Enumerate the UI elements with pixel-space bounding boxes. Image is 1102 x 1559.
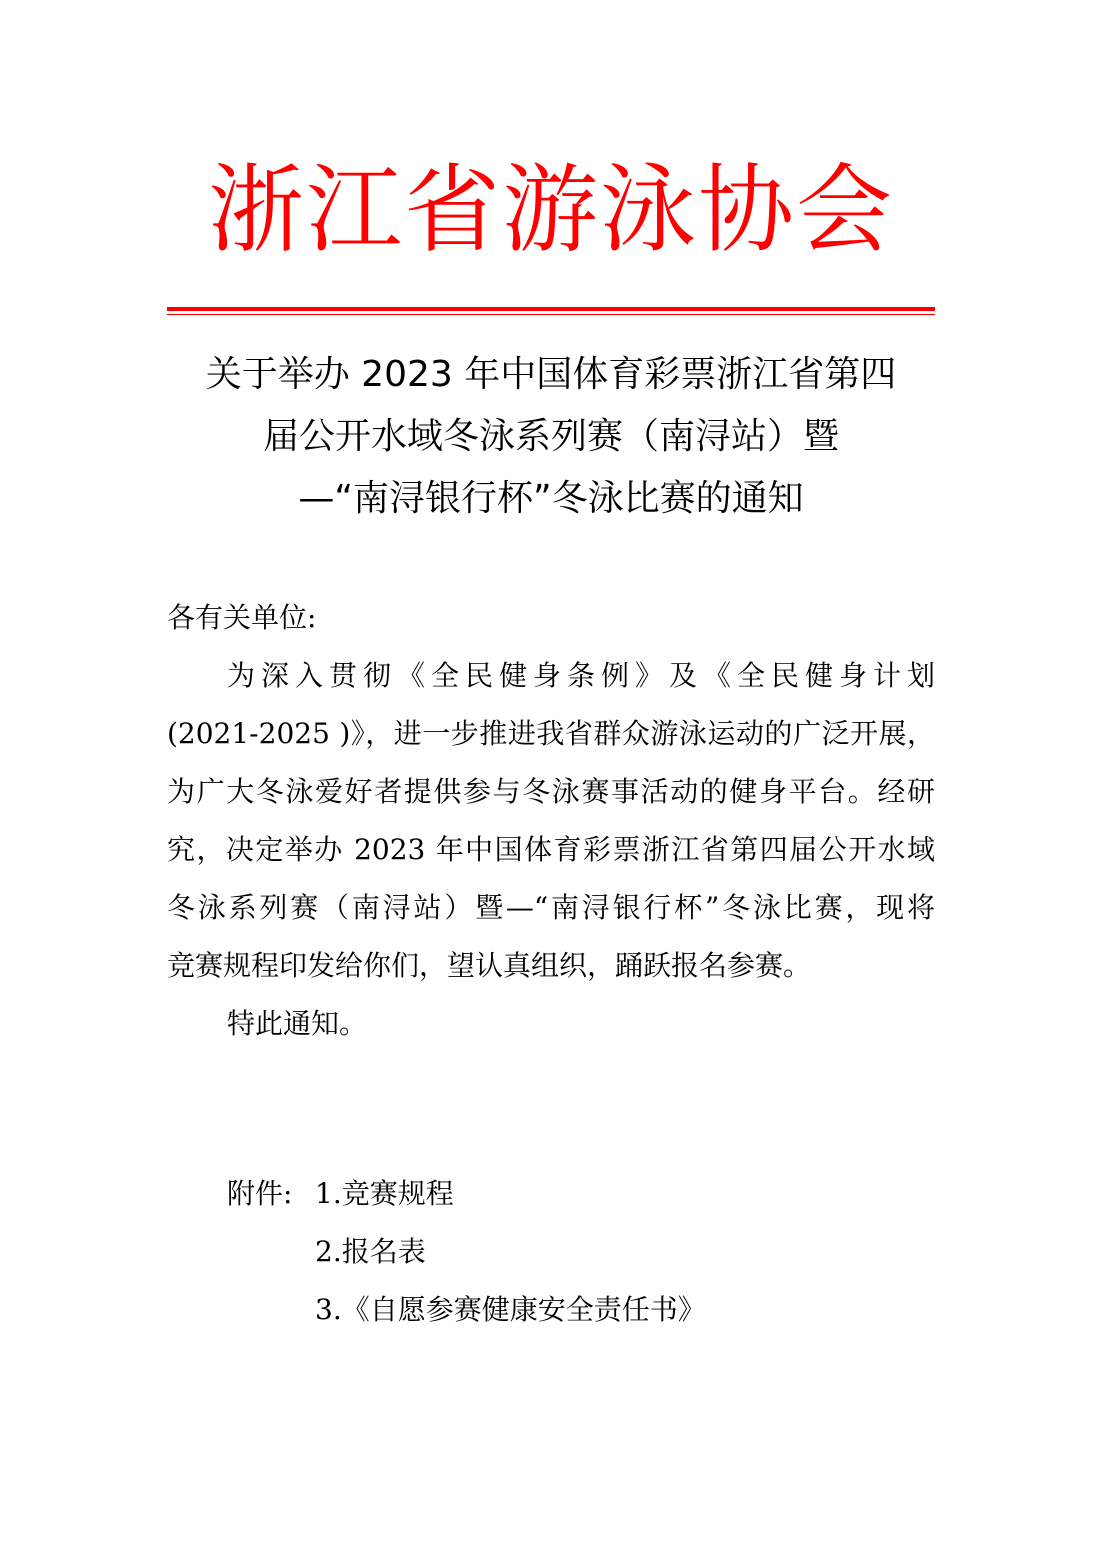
attachment-item-1: 1.竞赛规程: [315, 1177, 454, 1210]
organization-header: 浙江省游泳协会: [208, 154, 894, 266]
header-divider-thin: [167, 314, 935, 315]
paragraph-line-2: (2021-2025 )》，进一步推进我省群众游泳运动的广泛开展，: [167, 717, 935, 750]
attachment-item-2: 2.报名表: [315, 1235, 426, 1268]
paragraph-line-5: 冬泳系列赛（南浔站）暨—“南浔银行杯”冬泳比赛，现将: [167, 891, 935, 924]
title-line-3: —“南浔银行杯”冬泳比赛的通知: [298, 478, 804, 519]
attachments-label: 附件:: [227, 1177, 293, 1210]
paragraph-line-6: 竞赛规程印发给你们，望认真组织，踊跃报名参赛。: [167, 949, 812, 982]
closing-remark: 特此通知。: [227, 1007, 368, 1040]
title-line-1: 关于举办 2023 年中国体育彩票浙江省第四: [205, 354, 897, 395]
paragraph-line-1: 为深入贯彻《全民健身条例》及《全民健身计划: [227, 659, 935, 692]
document-title: [100, 344, 1002, 530]
header-divider-thick: [167, 307, 935, 311]
attachment-item-3: 3.《自愿参赛健康安全责任书》: [315, 1293, 706, 1326]
title-line-2: 届公开水域冬泳系列赛（南浔站）暨: [262, 416, 839, 457]
paragraph-line-4: 究，决定举办 2023 年中国体育彩票浙江省第四届公开水域: [167, 833, 935, 866]
salutation: 各有关单位:: [167, 601, 317, 634]
paragraph-line-3: 为广大冬泳爱好者提供参与冬泳赛事活动的健身平台。经研: [167, 775, 935, 808]
